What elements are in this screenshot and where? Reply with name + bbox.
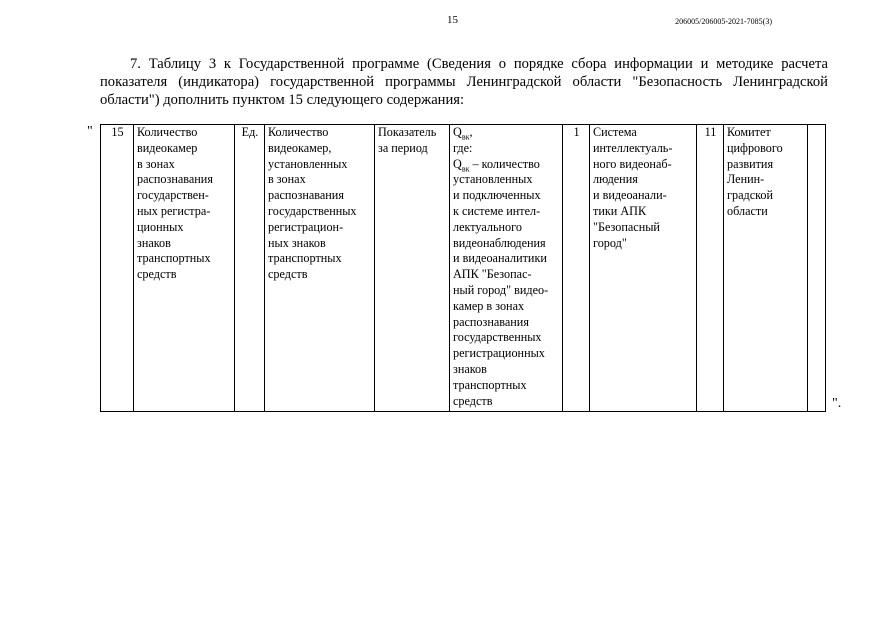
responsible-cell: Комитет цифрового развития Ленин- градской области — [724, 125, 808, 412]
where-label: где: — [453, 140, 473, 155]
formula-definition: – количество установленных и подключенных к системе интел- лектуального видеонаблюдения и видеоаналитики АПК "Безопас- ный город" видео- камер в зонах распознавания государственных регистрационных знаков транспортных средств — [453, 156, 549, 408]
indicator-definition-cell: Количество видеокамер, установленных в зонах распознавания государственных регистрацион- ных знаков транспортных средств — [265, 125, 375, 412]
indicator-table — [100, 124, 826, 412]
open-quote: " — [87, 124, 93, 139]
data-source-cell: Система интеллектуаль- ного видеонаб- людения и видеоанали- тики АПК "Безопасный город" — [590, 125, 697, 412]
formula-cell — [450, 125, 563, 412]
page-number: 15 — [447, 14, 458, 26]
source-code-cell: 11 — [697, 125, 724, 412]
document-id: 206005/206005-2021-7085(3) — [675, 17, 772, 26]
row-number-cell: 15 — [101, 125, 134, 412]
period-cell: Показатель за период — [375, 125, 450, 412]
intro-paragraph: 7. Таблицу 3 к Государственной программе (Сведения о порядке сбора информации и методике расчета показателя (индикатора) государственной программы Ленинградской области "Безопасность Ленинградской области") дополнить пунктом 15 следующего содержания: — [100, 56, 828, 108]
table-row — [101, 125, 826, 412]
unit-cell: Ед. — [235, 125, 265, 412]
formula-comma: , — [469, 125, 473, 139]
method-code-cell: 1 — [563, 125, 590, 412]
close-quote: ". — [832, 396, 842, 411]
empty-cell — [808, 125, 826, 412]
formula-subscript: вк — [461, 132, 470, 142]
definition-subscript: вк — [461, 164, 470, 174]
definition-symbol: Q — [453, 156, 462, 171]
indicator-name-cell: Количество видеокамер в зонах распознавания государствен- ных регистра- ционных знаков транспортных средств — [134, 125, 235, 412]
formula-symbol: Q — [453, 125, 462, 139]
